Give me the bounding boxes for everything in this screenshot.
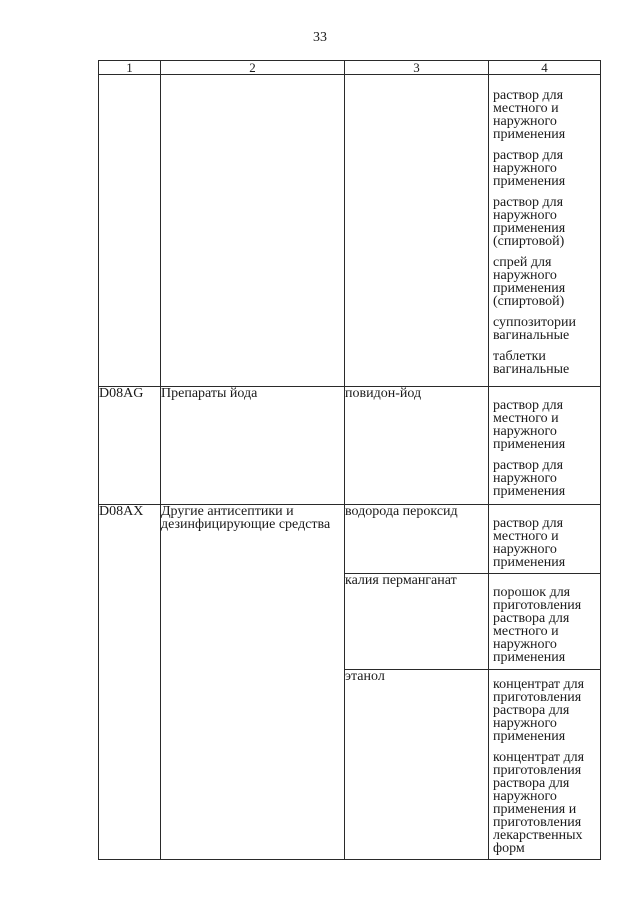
dosage-form: спрей для наружного применения (спиртовой) [493, 255, 566, 309]
column-number-2: 2 [161, 61, 345, 75]
dosage-form: порошок для приготовления раствора для местного и наружного применения [493, 585, 582, 665]
table-row-d08ax [99, 505, 601, 574]
dosage-form: раствор для местного и наружного применения [493, 398, 566, 452]
table-header-row [99, 61, 601, 75]
dosage-form: концентрат для приготовления раствора для наружного применения [493, 677, 585, 744]
atc-code: D08AX [99, 505, 161, 860]
dosage-form: раствор для наружного применения [493, 148, 566, 189]
medicines-table [98, 60, 601, 860]
forms-cell [489, 387, 601, 505]
column-number-1: 1 [99, 61, 161, 75]
drug-name: повидон-йод [345, 387, 489, 505]
forms-cell [489, 505, 601, 574]
group-cell [161, 75, 345, 387]
forms-cell [489, 75, 601, 387]
dosage-form: раствор для наружного применения (спиртовой) [493, 195, 566, 249]
dosage-form: концентрат для приготовления раствора для наружного применения и приготовления лекарственных форм [493, 750, 585, 856]
dosage-form: суппозитории вагинальные [493, 315, 576, 343]
drug-name: калия перманганат [345, 574, 489, 670]
dosage-form: раствор для местного и наружного применения [493, 88, 566, 142]
code-cell [99, 75, 161, 387]
forms-cell [489, 574, 601, 670]
drug-cell [345, 75, 489, 387]
column-number-3: 3 [345, 61, 489, 75]
table-row-d08ag [99, 387, 601, 505]
atc-code: D08AG [99, 387, 161, 505]
column-number-4: 4 [489, 61, 601, 75]
drug-name: водорода пероксид [345, 505, 489, 574]
forms-cell [489, 670, 601, 860]
page-number: 33 [313, 30, 327, 45]
dosage-form: таблетки вагинальные [493, 349, 570, 377]
dosage-form: раствор для наружного применения [493, 458, 566, 499]
drug-name: этанол [345, 670, 489, 860]
dosage-form: раствор для местного и наружного применения [493, 516, 566, 570]
group-name: Препараты йода [161, 387, 345, 505]
group-name: Другие антисептики и дезинфицирующие средства [161, 505, 345, 860]
table-row-continuation [99, 75, 601, 387]
